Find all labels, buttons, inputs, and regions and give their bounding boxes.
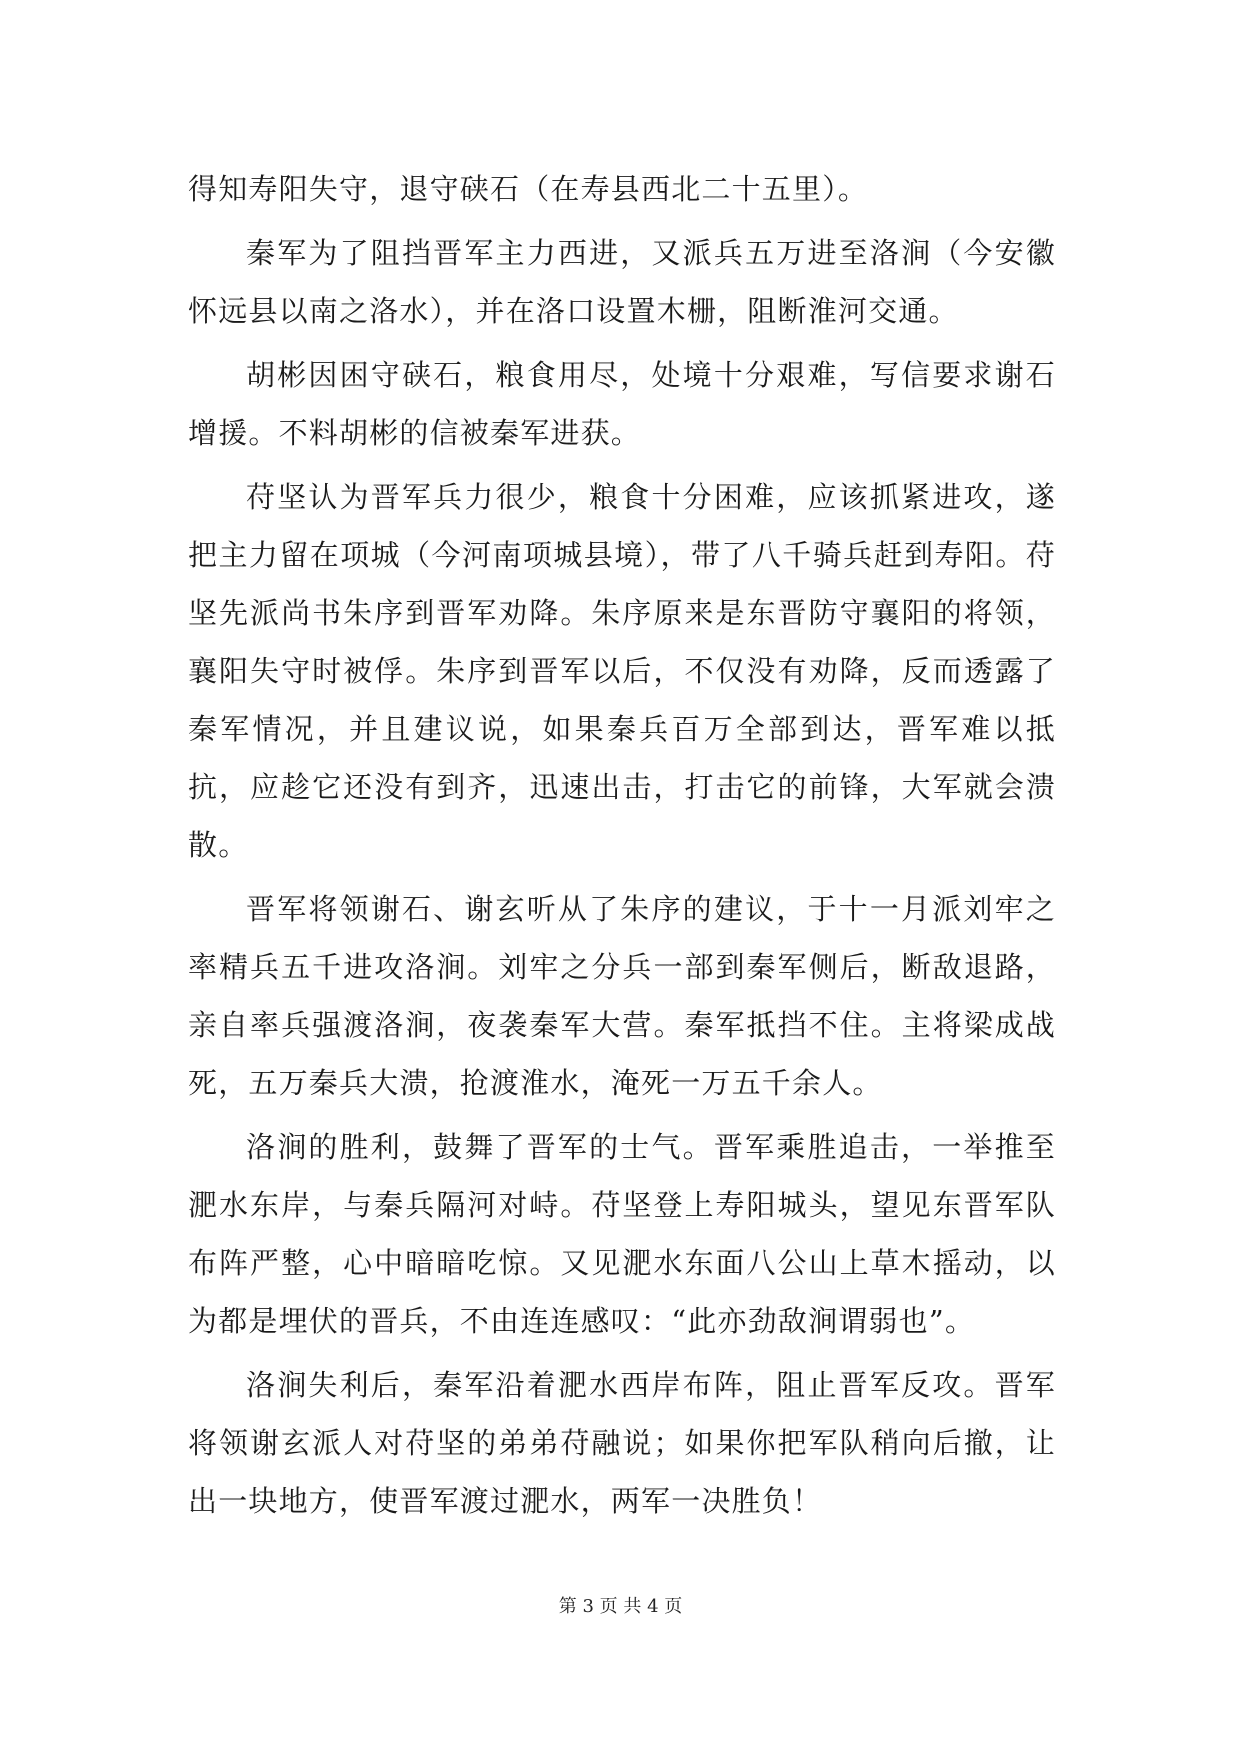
paragraph-5: 晋军将领谢石、谢玄听从了朱序的建议，于十一月派刘牢之率精兵五千进攻洛涧。刘牢之分兵一部到秦军侧后，断敌退路，亲自率兵强渡洛涧，夜袭秦军大营。秦军抵挡不住。主将梁成战死，五万秦兵大溃，抢渡淮水，淹死一万五千余人。 [188, 892, 1056, 1100]
paragraph-3: 胡彬因困守硖石，粮食用尽，处境十分艰难，写信要求谢石增援。不料胡彬的信被秦军进获。 [188, 358, 1056, 450]
page-number-footer: 第 3 页 共 4 页 [558, 1596, 683, 1617]
paragraph-2: 秦军为了阻挡晋军主力西进，又派兵五万进至洛涧（今安徽怀远县以南之洛水），并在洛口设置木栅，阻断淮河交通。 [188, 236, 1056, 328]
paragraph-1: 得知寿阳失守，退守硖石（在寿县西北二十五里）。 [188, 172, 869, 206]
body-text [188, 160, 1056, 1536]
paragraph-7: 洛涧失利后，秦军沿着淝水西岸布阵，阻止晋军反攻。晋军将领谢玄派人对苻坚的弟弟苻融说；如果你把军队稍向后撤，让出一块地方，使晋军渡过淝水，两军一决胜负！ [188, 1368, 1056, 1518]
paragraph-6: 洛涧的胜利，鼓舞了晋军的士气。晋军乘胜追击，一举推至淝水东岸，与秦兵隔河对峙。苻坚登上寿阳城头，望见东晋军队布阵严整，心中暗暗吃惊。又见淝水东面八公山上草木摇动，以为都是埋伏的晋兵，不由连连感叹：“此亦劲敌涧谓弱也”。 [188, 1130, 1056, 1338]
paragraph-4: 苻坚认为晋军兵力很少，粮食十分困难，应该抓紧进攻，遂把主力留在项城（今河南项城县境），带了八千骑兵赶到寿阳。苻坚先派尚书朱序到晋军劝降。朱序原来是东晋防守襄阳的将领，襄阳失守时被俘。朱序到晋军以后，不仅没有劝降，反而透露了秦军情况，并且建议说，如果秦兵百万全部到达，晋军难以抵抗，应趁它还没有到齐，迅速出击，打击它的前锋，大军就会溃散。 [188, 480, 1056, 862]
